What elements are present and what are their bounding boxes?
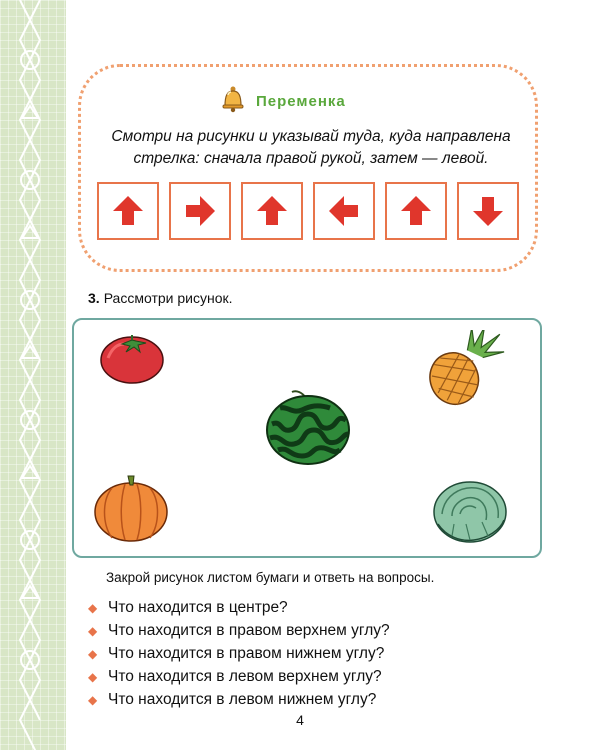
diamond-bullet-icon: ◆ <box>88 623 98 638</box>
diamond-bullet-icon: ◆ <box>88 669 98 684</box>
question-text: Что находится в правом нижнем углу? <box>108 644 385 662</box>
list-item <box>88 619 390 642</box>
arrow-card-3 <box>241 182 303 240</box>
task-heading <box>88 290 233 306</box>
arrow-card-1 <box>97 182 159 240</box>
arrow-cards-row <box>97 182 519 240</box>
arrow-card-2 <box>169 182 231 240</box>
bell-icon <box>218 84 248 119</box>
arrow-up-icon <box>254 193 290 229</box>
question-text: Что находится в правом верхнем углу? <box>108 621 390 639</box>
diamond-bullet-icon: ◆ <box>88 692 98 707</box>
page-number: 4 <box>296 712 304 728</box>
break-section-title: Переменка <box>256 92 346 110</box>
diamond-bullet-icon: ◆ <box>88 600 98 615</box>
question-text: Что находится в левом верхнем углу? <box>108 667 382 685</box>
arrow-card-4 <box>313 182 375 240</box>
arrow-up-icon <box>398 193 434 229</box>
list-item <box>88 665 390 688</box>
pumpkin-icon <box>92 474 170 549</box>
arrow-down-icon <box>470 193 506 229</box>
pineapple-icon <box>416 330 516 415</box>
arrow-right-icon <box>182 193 218 229</box>
watermelon-icon <box>262 384 352 473</box>
arrow-card-5 <box>385 182 447 240</box>
task-number: 3. <box>88 290 100 306</box>
question-list <box>88 596 390 711</box>
tomato-icon <box>98 330 166 391</box>
cabbage-icon <box>430 474 510 551</box>
task-label: Рассмотри рисунок. <box>103 290 233 306</box>
arrow-card-6 <box>457 182 519 240</box>
arrow-left-icon <box>326 193 362 229</box>
list-item <box>88 688 390 711</box>
diamond-bullet-icon: ◆ <box>88 646 98 661</box>
list-item <box>88 596 390 619</box>
decorative-side-strip <box>0 0 66 750</box>
break-section-header <box>218 86 346 116</box>
question-text: Что находится в центре? <box>108 598 288 616</box>
question-text: Что находится в левом нижнем углу? <box>108 690 377 708</box>
break-instruction: Смотри на рисунки и указывай туда, куда направлена стрелка: сначала правой рукой, затем — левой. <box>111 128 511 167</box>
cover-instruction: Закрой рисунок листом бумаги и ответь на вопросы. <box>106 570 435 585</box>
arrow-up-icon <box>110 193 146 229</box>
list-item <box>88 642 390 665</box>
